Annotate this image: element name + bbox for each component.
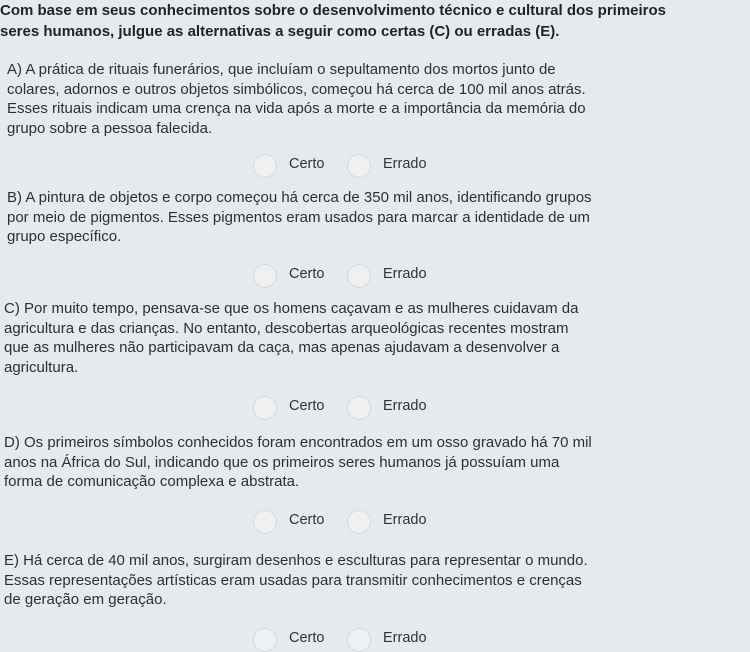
instructions-line: seres humanos, julgue as alternativas a seguir como certas (C) ou erradas (E). <box>0 23 560 40</box>
radio-errado-b[interactable] <box>347 264 371 288</box>
answer-options-b <box>253 264 513 288</box>
option-certo-label[interactable]: Certo <box>289 630 325 646</box>
question-line: colares, adornos e outros objetos simbólicos, começou há cerca de 100 mil anos atrás. <box>7 80 586 98</box>
question-c <box>4 299 740 377</box>
question-line: B) A pintura de objetos e corpo começou há cerca de 350 mil anos, identificando grupos <box>7 189 592 206</box>
radio-errado-c[interactable] <box>347 396 371 420</box>
radio-certo-a[interactable] <box>253 154 277 178</box>
answer-options-e <box>253 628 513 652</box>
instructions <box>0 0 740 42</box>
option-certo-label[interactable]: Certo <box>289 512 325 528</box>
question-a <box>7 60 743 138</box>
question-line: de geração em geração. <box>4 591 167 608</box>
question-line: agricultura e das crianças. No entanto, descobertas arqueológicas recentes mostram <box>4 319 569 337</box>
option-errado-label[interactable]: Errado <box>383 630 427 646</box>
radio-errado-d[interactable] <box>347 510 371 534</box>
radio-certo-d[interactable] <box>253 510 277 534</box>
option-certo-label[interactable]: Certo <box>289 266 325 282</box>
question-line: por meio de pigmentos. Esses pigmentos eram usados para marcar a identidade de um <box>7 208 590 226</box>
question-line: grupo específico. <box>7 228 122 245</box>
question-line: anos na África do Sul, indicando que os primeiros seres humanos já possuíam uma <box>4 453 560 471</box>
radio-errado-a[interactable] <box>347 154 371 178</box>
question-line: D) Os primeiros símbolos conhecidos foram encontrados em um osso gravado há 70 mil <box>4 434 592 451</box>
option-errado-label[interactable]: Errado <box>383 156 427 172</box>
question-line: Essas representações artísticas eram usadas para transmitir conhecimentos e crenças <box>4 571 582 589</box>
radio-certo-b[interactable] <box>253 264 277 288</box>
question-d <box>4 433 740 492</box>
question-line: grupo sobre a pessoa falecida. <box>7 119 213 137</box>
option-certo-label[interactable]: Certo <box>289 398 325 414</box>
option-errado-label[interactable]: Errado <box>383 512 427 528</box>
question-line: A) A prática de rituais funerários, que incluíam o sepultamento dos mortos junto de <box>7 61 556 78</box>
question-e <box>4 551 740 610</box>
question-line: agricultura. <box>4 358 79 376</box>
option-errado-label[interactable]: Errado <box>383 266 427 282</box>
option-errado-label[interactable]: Errado <box>383 398 427 414</box>
answer-options-a <box>253 154 513 178</box>
question-line: forma de comunicação complexa e abstrata. <box>4 473 300 490</box>
radio-certo-c[interactable] <box>253 396 277 420</box>
question-line: que as mulheres não participavam da caça, mas apenas ajudavam a desenvolver a <box>4 339 560 356</box>
answer-options-d <box>253 510 513 534</box>
radio-certo-e[interactable] <box>253 628 277 652</box>
option-certo-label[interactable]: Certo <box>289 156 325 172</box>
question-line: C) Por muito tempo, pensava-se que os homens caçavam e as mulheres cuidavam da <box>4 300 579 317</box>
instructions-line: Com base em seus conhecimentos sobre o desenvolvimento técnico e cultural dos primeiros <box>0 2 667 19</box>
question-line: Esses rituais indicam uma crença na vida após a morte e a importância da memória do <box>7 100 586 117</box>
question-line: E) Há cerca de 40 mil anos, surgiram desenhos e esculturas para representar o mundo. <box>4 552 588 569</box>
question-b <box>7 188 743 247</box>
radio-errado-e[interactable] <box>347 628 371 652</box>
answer-options-c <box>253 396 513 420</box>
